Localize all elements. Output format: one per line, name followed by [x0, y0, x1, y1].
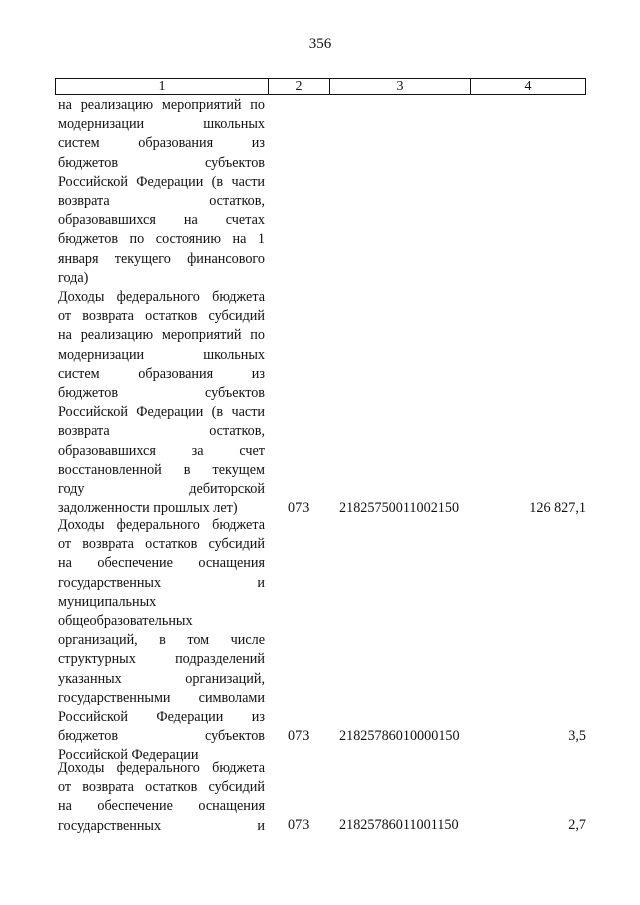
description-line: систем образования из — [58, 365, 265, 382]
table-row — [58, 96, 589, 288]
description-line: бюджетов субъектов — [58, 385, 265, 402]
row-description — [58, 288, 265, 518]
description-line: организаций, в том числе — [58, 632, 265, 649]
description-line: Российской Федерации — [58, 747, 199, 764]
description-line: бюджетов по состоянию на 1 — [58, 231, 265, 248]
description-line: бюджетов субъектов — [58, 728, 265, 745]
description-line: указанных организаций, — [58, 670, 265, 687]
header-col-4: 4 — [524, 79, 532, 94]
table-row — [58, 759, 589, 836]
description-line: систем образования из — [58, 135, 265, 152]
description-line: года) — [58, 269, 89, 286]
description-line: на реализацию мероприятий по — [58, 97, 265, 113]
row-description — [58, 516, 265, 766]
description-line: восстановленной в текущем — [58, 461, 265, 478]
description-line: Российской Федерации (в части — [58, 404, 265, 421]
table-header-row — [55, 78, 586, 95]
description-line: общеобразовательных — [58, 613, 193, 630]
amount-cell: 126 827,1 — [529, 500, 586, 516]
row-description — [58, 96, 265, 288]
description-line: Российской Федерации из — [58, 709, 265, 726]
description-line: муниципальных — [58, 593, 157, 610]
description-line: бюджетов субъектов — [58, 154, 265, 171]
description-line: государственных и — [58, 817, 265, 834]
description-line: от возврата остатков субсидий — [58, 779, 265, 796]
description-line: на реализацию мероприятий по — [58, 327, 265, 344]
description-line: году дебиторской — [58, 481, 265, 498]
kbk-code-cell: 21825786010000150 — [339, 728, 460, 744]
table-row — [58, 288, 589, 518]
description-line: Доходы федерального бюджета — [58, 760, 265, 776]
description-line: модернизации школьных — [58, 346, 265, 363]
description-line: января текущего финансового — [58, 250, 265, 267]
description-line: образовавшихся за счет — [58, 442, 265, 459]
page-number: 356 — [308, 36, 332, 52]
kbk-code-cell: 21825750011002150 — [339, 500, 460, 516]
description-line: возврата остатков, — [58, 423, 265, 440]
description-line: на обеспечение оснащения — [58, 555, 265, 572]
description-line: структурных подразделений — [58, 651, 265, 668]
admin-code-cell: 073 — [288, 500, 310, 516]
admin-code-cell: 073 — [288, 817, 310, 833]
table-row — [58, 516, 589, 766]
amount-cell: 3,5 — [568, 728, 586, 744]
description-line: от возврата остатков субсидий — [58, 308, 265, 325]
description-line: от возврата остатков субсидий — [58, 536, 265, 553]
row-description — [58, 759, 265, 836]
description-line: Доходы федерального бюджета — [58, 517, 265, 533]
description-line: модернизации школьных — [58, 116, 265, 133]
description-line: государственными символами — [58, 689, 265, 706]
description-line: государственных и — [58, 574, 265, 591]
amount-cell: 2,7 — [568, 817, 586, 833]
header-col-2: 2 — [269, 79, 330, 94]
description-line: задолженности прошлых лет) — [58, 500, 238, 517]
description-line: на обеспечение оснащения — [58, 798, 265, 815]
description-line: Доходы федерального бюджета — [58, 289, 265, 305]
header-col-3: 3 — [330, 79, 471, 94]
kbk-code-cell: 21825786011001150 — [339, 817, 459, 833]
description-line: образовавшихся на счетах — [58, 212, 265, 229]
header-col-1: 1 — [56, 79, 269, 94]
admin-code-cell: 073 — [288, 728, 310, 744]
description-line: Российской Федерации (в части — [58, 173, 265, 190]
description-line: возврата остатков, — [58, 193, 265, 210]
